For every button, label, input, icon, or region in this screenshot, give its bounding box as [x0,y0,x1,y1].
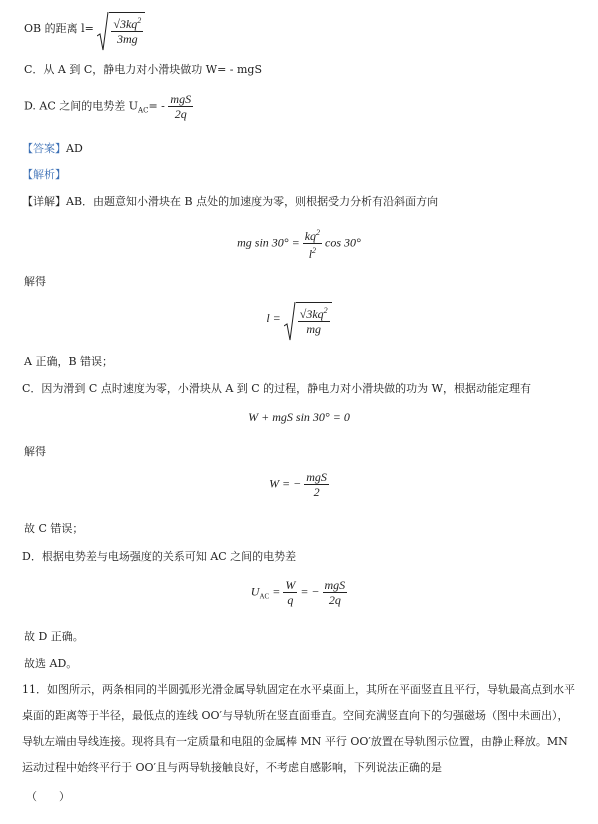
option-c: C．从 A 到 C，静电力对小滑块做功 W= - mgS [24,63,263,76]
option-b-text: OB 的距离 l= [24,22,94,35]
equation-2: l = $\frac{√3kq^2}{mg}$ [0,302,598,336]
result-2: 故 C 错误； [24,522,84,535]
solve-label-2: 解得 [24,445,46,458]
question-11-text: 11．如图所示，两条相同的半圆弧形光滑金属导轨固定在水平桌面上，其所在平面竖直且平行，导轨最高点到水平桌面的距离等于半径，最低点的连线 OO′与导轨所在竖直面垂直。空间充满竖直向下的匀强磁场（图中未画出），导轨左端由导线连接。现将具有一定质量和电阻的金属棒 MN 平行 OO′放置在导轨图示位置，由静止释放。MN 运动过程中始终平行于 OO′且与两导轨接触良好，不考虑自感影响，下列说法正确的是 [22,683,575,774]
option-d: D. AC 之间的电势差 $U_{AC}=$ - $\frac{\text{mgS}}{2q}$ [24,92,192,121]
solve-label-1: 解得 [24,275,46,288]
question-11 [22,677,578,781]
conclusion: 故选 AD。 [24,657,78,670]
equation-3: W + mgS sin 30° = 0 [248,410,350,424]
result-3: 故 D 正确。 [24,630,84,643]
analysis-tag: 【解析】 [22,168,66,181]
equation-1: mg sin 30° = $\frac{kq^2}{l^2}$ cos 30° [237,228,361,261]
option-b [24,12,145,46]
answer-value: AD [66,142,83,155]
part-c: C．因为滑到 C 点时速度为零，小滑块从 A 到 C 的过程，静电力对小滑块做的功为 W，根据动能定理有 [22,382,531,395]
equation-4: W = − $\frac{\text{mgS}}{2}$ [269,470,327,499]
result-1: A 正确，B 错误； [24,355,114,368]
sqrt-expression: $\frac{√3kq^2}{3mg}$ [97,12,145,46]
detail-line [22,193,438,209]
detail-text: AB．由题意知小滑块在 B 点处的加速度为零，则根据受力分析有沿斜面方向 [66,195,439,208]
question-11-blank: （ ） [26,790,70,803]
answer-tag: 【答案】 [22,142,66,155]
option-d-fraction: $\frac{\text{mgS}}{2q}$ [170,92,192,121]
answer-line [22,140,83,156]
part-d: D．根据电势差与电场强度的关系可知 AC 之间的电势差 [22,550,297,563]
sqrt-expression-2: $\frac{√3kq^2}{mg}$ [284,302,332,336]
detail-tag: 【详解】 [22,195,66,208]
radical-sign-icon [97,12,109,52]
radical-sign-icon [284,302,296,342]
equation-5: $U_{AC}$ = $\frac{W}{q}$ = − $\frac{\text{mgS}}{2q}$ [250,578,346,607]
